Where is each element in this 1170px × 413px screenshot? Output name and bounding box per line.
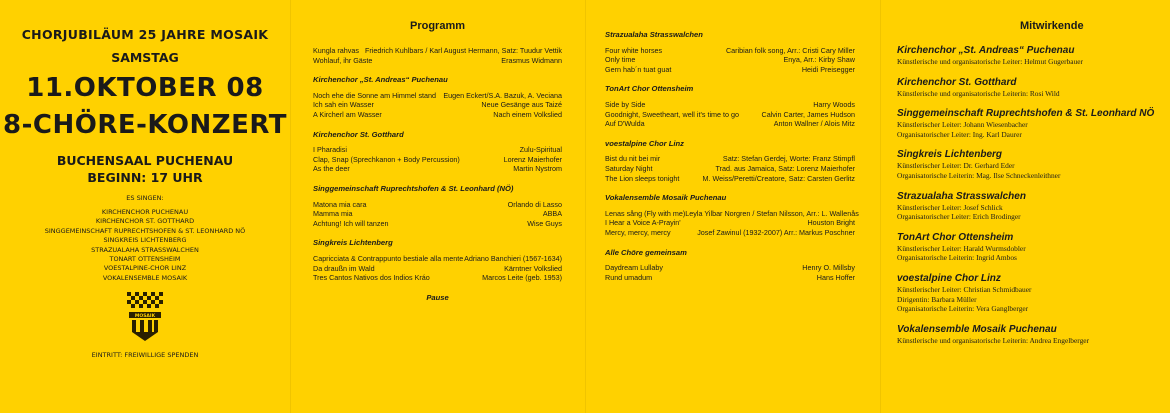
song-title: Goodnight, Sweetheart, well it's time to go [605, 109, 740, 119]
program-row [605, 228, 855, 238]
song-title: Matona mia cara [313, 199, 367, 209]
program-row [313, 100, 562, 110]
section-heading: Alle Chöre gemeinsam [605, 247, 687, 257]
song-title: Noch ehe die Sonne am Himmel stand [313, 90, 437, 100]
song-title: As the deer [313, 164, 350, 174]
performer-group [897, 76, 1157, 99]
section-heading: Strazualaha Strasswalchen [605, 30, 703, 39]
song-composer: Zulu-Spiritual [519, 145, 562, 155]
performer-role: Organisatorischer Leiter: Ing. Karl Daurer [897, 129, 1022, 139]
section-heading: TonArt Chor Ottensheim [605, 84, 694, 94]
song-title: Achtung! Ich will tanzen [313, 218, 389, 228]
performer-group-name: Singkreis Lichtenberg [897, 149, 1003, 161]
song-title: Mamma mia [313, 209, 353, 219]
song-composer: Heidi Preisegger [801, 64, 855, 74]
cover-title: CHORJUBILÄUM 25 JAHRE MOSAIK [21, 27, 269, 42]
song-composer: Orlando di Lasso [507, 199, 562, 209]
singers-heading: ES SINGEN: [126, 194, 164, 202]
program-row [313, 254, 562, 264]
choir-list-item: VOKALENSEMBLE MOSAIK [102, 273, 188, 282]
program-section [313, 75, 562, 119]
song-title: Only time [605, 55, 636, 65]
performer-group [897, 323, 1157, 346]
song-title: I Pharadisi [313, 145, 347, 155]
song-title: Lenas sång (Fly with me) [605, 208, 686, 218]
song-composer: Trad. aus Jamaica, Satz: Lorenz Maierhofer [715, 163, 855, 173]
section-heading: Kirchenchor St. Gotthard [313, 129, 404, 139]
song-title: Four white horses [605, 45, 663, 55]
program-row [605, 119, 855, 129]
pause-label: Pause [426, 292, 449, 302]
song-composer: Erasmus Widmann [501, 55, 562, 65]
cover-concert-title: 8-CHÖRE-KONZERT [3, 110, 287, 140]
program-row [605, 164, 855, 174]
program-heading: Programm [410, 20, 466, 32]
cover-venue: BUCHENSAAL PUCHENAU [56, 153, 234, 168]
program-intro [313, 46, 562, 65]
song-title: The Lion sleeps tonight [605, 173, 680, 183]
song-composer: Friedrich Kuhlbars / Karl August Hermann, Satz: Tuudur Vettik [365, 46, 562, 55]
program-row [605, 100, 855, 110]
performer-group-name: Kirchenchor „St. Andreas“ Puchenau [897, 45, 1075, 56]
choir-list-item: VOESTALPINE-CHOR LINZ [103, 264, 187, 273]
song-composer: M. Weiss/Peretti/Creatore, Satz: Carsten Gerlitz [702, 173, 855, 183]
performer-role: Organisatorische Leiterin: Vera Ganglberger [897, 304, 1029, 314]
program-row [313, 155, 562, 165]
performers-heading: Mitwirkende [1020, 20, 1084, 32]
program-row [605, 110, 855, 120]
song-title: Auf D'Wulda [605, 119, 645, 129]
song-title: Bist du nit bei mir [605, 154, 661, 164]
choir-list [0, 208, 290, 283]
performer-role: Künstlerischer Leiter: Johann Wiesenbacher [897, 120, 1028, 130]
performers-list [897, 44, 1157, 354]
program-section [313, 130, 562, 174]
performer-group [897, 148, 1157, 180]
cover-begin-time: BEGINN: 17 UHR [87, 170, 203, 185]
song-title: Capricciata & Contrappunto bestiale alla mente [313, 253, 464, 263]
program-section [605, 84, 855, 128]
program-section [605, 30, 855, 74]
program-row [313, 46, 562, 56]
song-title: A Kircherl am Wasser [313, 109, 382, 119]
cover-date: 11.OKTOBER 08 [26, 73, 264, 103]
song-composer: Josef Zawinul (1932-2007) Arr.: Markus Poschner [697, 227, 855, 237]
fold-line [290, 0, 291, 413]
section-heading: Vokalensemble Mosaik Puchenau [605, 193, 727, 203]
program-section [313, 238, 562, 282]
program-row [313, 219, 562, 229]
performer-group [897, 107, 1157, 139]
song-composer: Eugen Eckert/S.A. Bazuk, A. Veciana [443, 90, 562, 100]
choir-list-item: TONART OTTENSHEIM [109, 255, 181, 264]
program-row [605, 263, 855, 273]
program-row [313, 164, 562, 174]
performer-role: Künstlerischer Leiter: Josef Schlick [897, 202, 1003, 212]
cover-panel [0, 0, 290, 413]
song-composer: Nach einem Volkslied [493, 109, 562, 119]
song-title: Kungla rahvas [313, 46, 359, 55]
song-composer: Adriano Banchieri (1567-1634) [464, 253, 562, 263]
performer-group [897, 44, 1157, 67]
choir-list-item: SINGKREIS LICHTENBERG [103, 236, 187, 245]
song-composer: Anton Wallner / Alois Mitz [773, 119, 855, 129]
program-right-column [605, 30, 859, 292]
song-title: Wohlauf, ihr Gäste [313, 55, 373, 65]
performer-role: Künstlerischer Leiter: Harald Wurmsdobler [897, 243, 1026, 253]
entry-fee: EINTRITT: FREIWILLIGE SPENDEN [91, 351, 199, 359]
song-composer: Caribian folk song, Arr.: Cristi Cary Miller [725, 45, 855, 55]
program-row [605, 218, 855, 228]
performer-group [897, 231, 1157, 263]
song-composer: Marcos Leite (geb. 1953) [482, 273, 562, 283]
song-composer: Satz: Stefan Gerdej, Worte: Franz Stimpfl [722, 154, 855, 164]
song-title: Mercy, mercy, mercy [605, 227, 671, 237]
song-composer: Neue Gesänge aus Taizé [481, 100, 562, 110]
song-composer: Lorenz Maierhofer [503, 154, 562, 164]
performer-group-name: TonArt Chor Ottensheim [897, 231, 1014, 243]
performer-group-name: Kirchenchor St. Gotthard [897, 76, 1017, 88]
song-composer: Houston Bright [807, 218, 855, 228]
program-row [605, 46, 855, 56]
song-composer: ABBA [542, 209, 562, 219]
program-row [605, 55, 855, 65]
program-row [605, 154, 855, 164]
program-row [313, 91, 562, 101]
program-section [605, 139, 855, 183]
song-composer: Hans Hoffer [816, 272, 855, 282]
performer-role: Organisatorische Leiterin: Ingrid Ambos [897, 253, 1017, 263]
program-section [313, 184, 562, 228]
performer-group [897, 190, 1157, 222]
section-heading: voestalpine Chor Linz [605, 138, 684, 148]
section-heading: Singgemeinschaft Ruprechtshofen & St. Leonhard (NÖ) [313, 183, 514, 193]
song-title: Side by Side [605, 99, 646, 109]
choir-list-item: SINGGEMEINSCHAFT RUPRECHTSHOFEN & ST. LEONHARD NÖ [44, 226, 246, 235]
performer-role: Künstlerische und organisatorische Leiter: Helmut Gugerbauer [897, 57, 1084, 66]
performer-group-name: Strazualaha Strasswalchen [897, 190, 1026, 202]
program-row [313, 145, 562, 155]
song-composer: Wise Guys [527, 218, 562, 228]
song-title: Tres Cantos Nativos dos Indios Kráo [313, 273, 430, 283]
program-row [313, 273, 562, 283]
choir-list-item: KIRCHENCHOR ST. GOTTHARD [95, 217, 195, 226]
program-row [605, 273, 855, 283]
mosaik-logo-icon [124, 290, 166, 342]
song-title: Clap, Snap (Sprechkanon + Body Percussion) [313, 154, 460, 164]
performer-role: Künstlerischer Leiter: Christian Schmidbauer [897, 284, 1032, 294]
song-title: Daydream Lullaby [605, 263, 663, 273]
performer-group-name: voestalpine Chor Linz [897, 272, 1001, 284]
song-composer: Enya, Arr.: Kirby Shaw [783, 55, 855, 65]
program-row [313, 56, 562, 66]
logo-text: MOSAIK [134, 314, 156, 319]
song-composer: Henry O. Millsby [802, 263, 855, 273]
performer-role: Organisatorische Leiterin: Mag. Ilse Schneckenleithner [897, 170, 1061, 180]
program-row [313, 110, 562, 120]
cover-day: SAMSTAG [111, 50, 179, 65]
song-composer: Calvin Carter, James Hudson [761, 109, 855, 119]
program-row [605, 174, 855, 184]
song-title: Ich sah ein Wasser [313, 100, 374, 110]
performer-role: Künstlerische und organisatorische Leiterin: Andrea Engelberger [897, 335, 1090, 345]
performer-group-name: Vokalensemble Mosaik Puchenau [897, 323, 1057, 335]
song-title: Da draußn im Wald [313, 263, 375, 273]
program-row [605, 65, 855, 75]
program-section [605, 193, 859, 237]
program-row [313, 264, 562, 274]
song-composer: Kärntner Volkslied [504, 263, 562, 273]
song-title: Rund umadum [605, 272, 653, 282]
song-composer: Harry Woods [813, 99, 855, 109]
section-heading: Singkreis Lichtenberg [313, 238, 393, 248]
performer-role: Künstlerische und organisatorische Leiterin: Rosi Wild [897, 88, 1060, 98]
fold-line [585, 0, 586, 413]
program-section [605, 248, 855, 283]
program-row [313, 200, 562, 210]
performer-group-name: Singgemeinschaft Ruprechtshofen & St. Leonhard NÖ [897, 108, 1155, 120]
song-title: Saturday Night [605, 163, 653, 173]
performer-role: Künstlerischer Leiter: Dr. Gerhard Eder [897, 161, 1015, 171]
choir-list-item: STRAZUALAHA STRASSWALCHEN [91, 245, 199, 254]
song-composer: Martin Nystrom [513, 164, 562, 174]
song-title: Gern hab´n tuat guat [605, 64, 672, 74]
fold-line [880, 0, 881, 413]
program-left-column [313, 46, 562, 302]
performer-group [897, 272, 1157, 314]
song-composer: Leyla Yilbar Norgren / Stefan Nilsson, Arr.: L. Wallenås [685, 208, 859, 218]
choir-list-item: KIRCHENCHOR PUCHENAU [101, 208, 189, 216]
song-title: I Hear a Voice A-Prayin' [605, 218, 681, 228]
program-row [313, 209, 562, 219]
section-heading: Kirchenchor „St. Andreas“ Puchenau [313, 75, 448, 85]
program-row [605, 208, 859, 219]
performer-role: Dirigentin: Barbara Müller [897, 294, 977, 304]
performer-role: Organisatorischer Leiter: Erich Brodinger [897, 212, 1021, 222]
